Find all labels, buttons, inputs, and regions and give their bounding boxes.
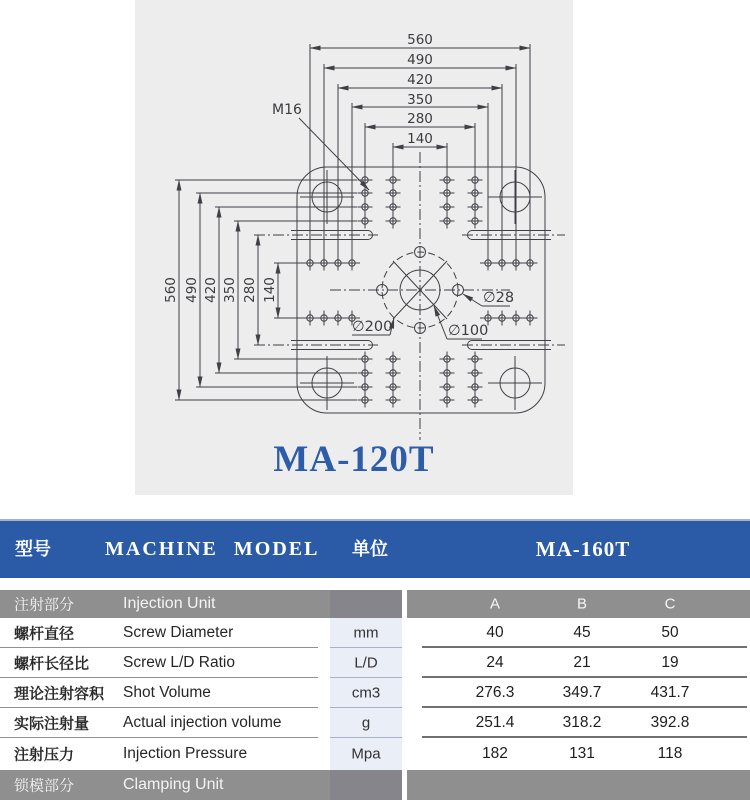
model-label-en: MACHINE MODEL (105, 538, 320, 560)
section-label-zh: 锁模部分 (14, 777, 75, 795)
row-label-en: Screw Diameter (123, 624, 234, 641)
column-header-a: A (489, 595, 501, 613)
row-unit: L/D (354, 654, 378, 672)
row-label-en: Injection Pressure (123, 745, 248, 762)
bolt-circle-label: ∅200 (352, 319, 393, 335)
row-unit: cm3 (351, 684, 381, 702)
dim-label: 140 (262, 277, 278, 303)
row-label-zh: 螺杆直径 (14, 625, 75, 643)
table-row (0, 708, 750, 738)
section-segment (407, 770, 750, 800)
dim-label: 420 (203, 277, 219, 303)
dim-label: 280 (407, 111, 433, 127)
section-row-clamping (0, 770, 750, 800)
dim-label: 140 (407, 131, 433, 147)
row-value: 21 (573, 654, 591, 671)
row-value: 45 (573, 624, 591, 641)
row-value: 131 (569, 745, 595, 762)
ring-hole-label: ∅28 (483, 290, 515, 306)
thread-label: M16 (272, 102, 302, 118)
model-label-zh: 型号 (15, 539, 51, 559)
unit-label: 单位 (352, 539, 388, 559)
machine-model: MA-160T (535, 537, 631, 561)
row-value: 251.4 (475, 714, 515, 731)
row-value: 431.7 (650, 684, 690, 701)
dim-label: 350 (222, 277, 238, 303)
row-value: 182 (482, 745, 508, 762)
dimension-labels (163, 32, 514, 339)
row-label-en: Screw L/D Ratio (123, 654, 235, 671)
section-segment (330, 590, 402, 618)
dim-label: 560 (407, 32, 433, 48)
section-label-en: Injection Unit (123, 595, 216, 612)
section-label-en: Clamping Unit (123, 776, 224, 793)
table-row (0, 618, 750, 648)
row-unit: g (361, 714, 371, 732)
drawing-title: MA-120T (273, 439, 435, 480)
dim-label: 560 (163, 277, 179, 303)
row-label-en: Shot Volume (123, 684, 211, 701)
row-value: 50 (661, 624, 679, 641)
platen-drawing (135, 0, 573, 495)
row-label-zh: 螺杆长径比 (14, 655, 90, 673)
dim-label: 490 (184, 277, 200, 303)
row-value: 392.8 (650, 714, 690, 731)
row-value: 24 (486, 654, 504, 671)
drawing-panel (135, 0, 573, 495)
row-unit: Mpa (351, 745, 381, 763)
row-value: 118 (657, 745, 683, 762)
column-header-c: C (664, 595, 676, 613)
row-value: 318.2 (562, 714, 602, 731)
row-value: 19 (661, 654, 679, 671)
row-label-zh: 注射压力 (14, 746, 75, 764)
row-unit: mm (353, 624, 379, 642)
row-label-en: Actual injection volume (123, 714, 282, 731)
row-value: 40 (486, 624, 504, 641)
row-label-zh: 实际注射量 (14, 715, 90, 733)
dim-label: 350 (407, 92, 433, 108)
dim-label: 420 (407, 72, 433, 88)
platen-geometry (175, 44, 565, 440)
row-value: 276.3 (475, 684, 515, 701)
column-header-b: B (576, 595, 588, 613)
section-label-zh: 注射部分 (14, 596, 75, 614)
row-label-zh: 理论注射容积 (14, 685, 105, 703)
label-leaders (299, 118, 510, 339)
table-row (0, 648, 750, 678)
table-row (0, 738, 750, 770)
section-row-injection (0, 590, 750, 618)
section-segment (330, 770, 402, 800)
dim-label: 280 (242, 277, 258, 303)
center-hole-label: ∅100 (448, 323, 489, 339)
table-row (0, 678, 750, 708)
table-header-bar (0, 519, 750, 578)
dim-label: 490 (407, 52, 433, 68)
row-value: 349.7 (562, 684, 602, 701)
